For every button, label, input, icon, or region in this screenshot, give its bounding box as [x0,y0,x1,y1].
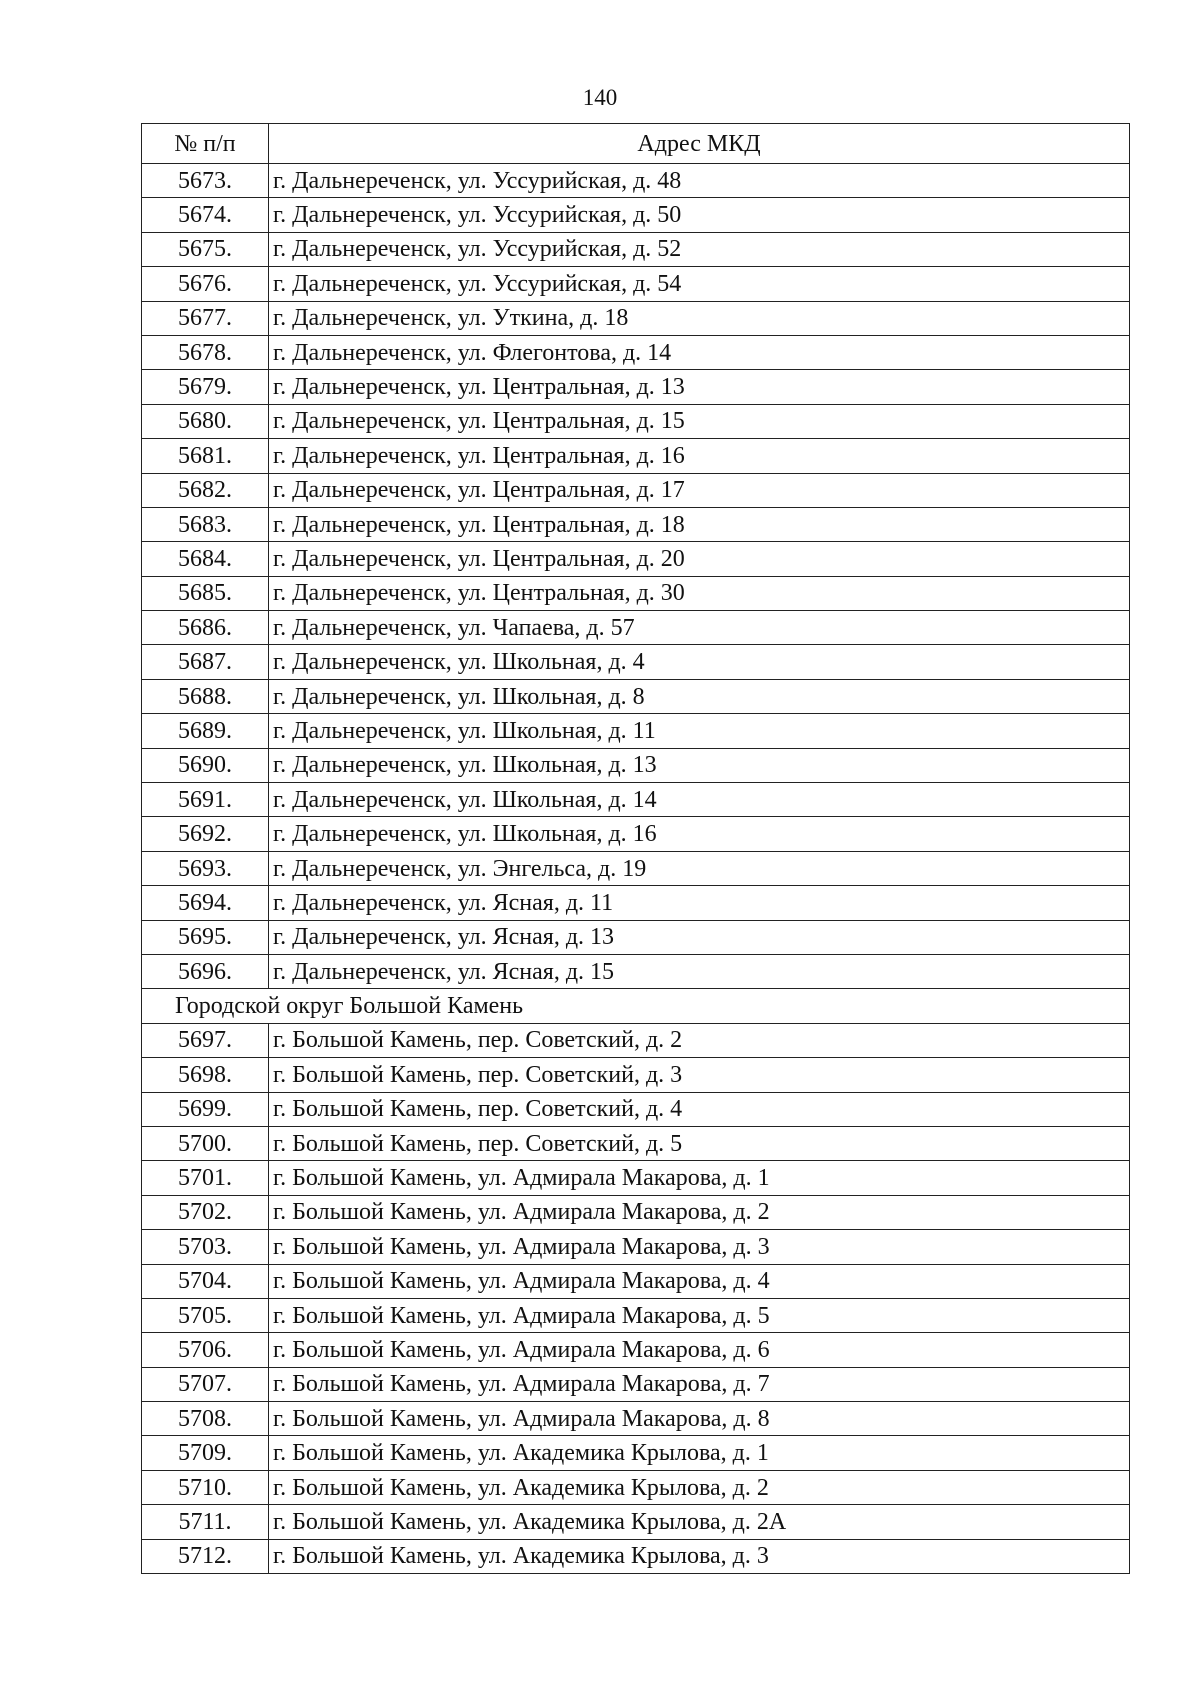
row-number: 5708. [142,1402,269,1436]
row-address: г. Дальнереченск, ул. Центральная, д. 15 [269,404,1130,438]
table-row [142,473,1130,507]
table-row [142,232,1130,266]
table-row [142,576,1130,610]
table-row [142,507,1130,541]
table-row [142,1126,1130,1160]
section-title: Городской округ Большой Камень [142,989,1130,1023]
table-row [142,817,1130,851]
row-number: 5680. [142,404,269,438]
row-number: 5694. [142,886,269,920]
row-number: 5688. [142,679,269,713]
table-row [142,679,1130,713]
table-row [142,439,1130,473]
row-number: 5689. [142,714,269,748]
table-row [142,714,1130,748]
row-number: 5675. [142,232,269,266]
row-number: 5690. [142,748,269,782]
table-row [142,886,1130,920]
table-header [142,124,1130,164]
row-number: 5685. [142,576,269,610]
section-row [142,989,1130,1023]
row-number: 5686. [142,611,269,645]
row-address: г. Дальнереченск, ул. Школьная, д. 8 [269,679,1130,713]
table-row [142,267,1130,301]
table-row [142,1470,1130,1504]
row-address: г. Большой Камень, ул. Академика Крылова, д. 2А [269,1505,1130,1539]
row-address: г. Дальнереченск, ул. Школьная, д. 13 [269,748,1130,782]
row-address: г. Дальнереченск, ул. Центральная, д. 16 [269,439,1130,473]
row-address: г. Большой Камень, ул. Адмирала Макарова, д. 3 [269,1230,1130,1264]
table-row [142,611,1130,645]
column-header-address: Адрес МКД [269,124,1130,164]
row-number: 5702. [142,1195,269,1229]
row-number: 5687. [142,645,269,679]
row-number: 5693. [142,851,269,885]
row-address: г. Большой Камень, ул. Адмирала Макарова, д. 2 [269,1195,1130,1229]
row-address: г. Дальнереченск, ул. Центральная, д. 13 [269,370,1130,404]
row-number: 5706. [142,1333,269,1367]
page-number: 140 [582,85,618,110]
table-row [142,1436,1130,1470]
row-number: 5676. [142,267,269,301]
row-number: 5700. [142,1126,269,1160]
row-number: 5684. [142,542,269,576]
row-number: 5712. [142,1539,269,1573]
table-row [142,1298,1130,1332]
row-number: 5709. [142,1436,269,1470]
row-number: 5704. [142,1264,269,1298]
row-number: 5703. [142,1230,269,1264]
row-address: г. Большой Камень, ул. Академика Крылова, д. 2 [269,1470,1130,1504]
row-address: г. Дальнереченск, ул. Уссурийская, д. 52 [269,232,1130,266]
table-row [142,1539,1130,1573]
row-address: г. Дальнереченск, ул. Центральная, д. 18 [269,507,1130,541]
table-row [142,1367,1130,1401]
table-row [142,954,1130,988]
row-number: 5678. [142,335,269,369]
row-number: 5707. [142,1367,269,1401]
row-number: 5711. [142,1505,269,1539]
row-number: 5710. [142,1470,269,1504]
row-address: г. Дальнереченск, ул. Уссурийская, д. 50 [269,198,1130,232]
table-row [142,404,1130,438]
row-address: г. Дальнереченск, ул. Ясная, д. 13 [269,920,1130,954]
row-address: г. Большой Камень, пер. Советский, д. 2 [269,1023,1130,1057]
row-address: г. Дальнереченск, ул. Школьная, д. 4 [269,645,1130,679]
column-header-number: № п/п [142,124,269,164]
row-address: г. Дальнереченск, ул. Ясная, д. 11 [269,886,1130,920]
row-address: г. Большой Камень, пер. Советский, д. 4 [269,1092,1130,1126]
row-address: г. Большой Камень, ул. Адмирала Макарова, д. 8 [269,1402,1130,1436]
row-number: 5677. [142,301,269,335]
table-row [142,370,1130,404]
table-header-row [142,124,1130,164]
table-row [142,1092,1130,1126]
row-address: г. Дальнереченск, ул. Центральная, д. 17 [269,473,1130,507]
row-address: г. Большой Камень, ул. Адмирала Макарова, д. 5 [269,1298,1130,1332]
row-address: г. Большой Камень, пер. Советский, д. 3 [269,1058,1130,1092]
row-address: г. Большой Камень, ул. Академика Крылова, д. 3 [269,1539,1130,1573]
table-row [142,920,1130,954]
table-row [142,1023,1130,1057]
table-row [142,1264,1130,1298]
table-row [142,542,1130,576]
table-row [142,851,1130,885]
row-address: г. Дальнереченск, ул. Флегонтова, д. 14 [269,335,1130,369]
row-address: г. Дальнереченск, ул. Энгельса, д. 19 [269,851,1130,885]
table-row [142,1505,1130,1539]
address-table [141,123,1130,1574]
table-row [142,1230,1130,1264]
row-address: г. Дальнереченск, ул. Уссурийская, д. 48 [269,164,1130,198]
table-row [142,748,1130,782]
table-body [142,164,1130,1574]
row-address: г. Дальнереченск, ул. Чапаева, д. 57 [269,611,1130,645]
table-row [142,1058,1130,1092]
row-address: г. Большой Камень, ул. Адмирала Макарова, д. 1 [269,1161,1130,1195]
row-number: 5681. [142,439,269,473]
table-row [142,645,1130,679]
row-number: 5691. [142,783,269,817]
row-address: г. Большой Камень, ул. Адмирала Макарова, д. 4 [269,1264,1130,1298]
table-row [142,1402,1130,1436]
row-address: г. Дальнереченск, ул. Центральная, д. 30 [269,576,1130,610]
row-address: г. Дальнереченск, ул. Центральная, д. 20 [269,542,1130,576]
row-number: 5673. [142,164,269,198]
row-address: г. Дальнереченск, ул. Школьная, д. 14 [269,783,1130,817]
row-number: 5679. [142,370,269,404]
row-address: г. Дальнереченск, ул. Уткина, д. 18 [269,301,1130,335]
row-address: г. Дальнереченск, ул. Школьная, д. 16 [269,817,1130,851]
row-address: г. Дальнереченск, ул. Школьная, д. 11 [269,714,1130,748]
row-number: 5698. [142,1058,269,1092]
row-number: 5695. [142,920,269,954]
row-number: 5683. [142,507,269,541]
row-number: 5674. [142,198,269,232]
table-row [142,1161,1130,1195]
table-row [142,335,1130,369]
table-row [142,164,1130,198]
row-address: г. Большой Камень, ул. Адмирала Макарова, д. 6 [269,1333,1130,1367]
table-row [142,198,1130,232]
row-address: г. Дальнереченск, ул. Ясная, д. 15 [269,954,1130,988]
row-number: 5705. [142,1298,269,1332]
row-address: г. Большой Камень, ул. Академика Крылова, д. 1 [269,1436,1130,1470]
row-number: 5699. [142,1092,269,1126]
row-number: 5696. [142,954,269,988]
row-address: г. Большой Камень, пер. Советский, д. 5 [269,1126,1130,1160]
table-row [142,1333,1130,1367]
table-row [142,1195,1130,1229]
row-address: г. Большой Камень, ул. Адмирала Макарова, д. 7 [269,1367,1130,1401]
row-number: 5692. [142,817,269,851]
row-address: г. Дальнереченск, ул. Уссурийская, д. 54 [269,267,1130,301]
table-row [142,301,1130,335]
table-row [142,783,1130,817]
row-number: 5682. [142,473,269,507]
row-number: 5697. [142,1023,269,1057]
row-number: 5701. [142,1161,269,1195]
